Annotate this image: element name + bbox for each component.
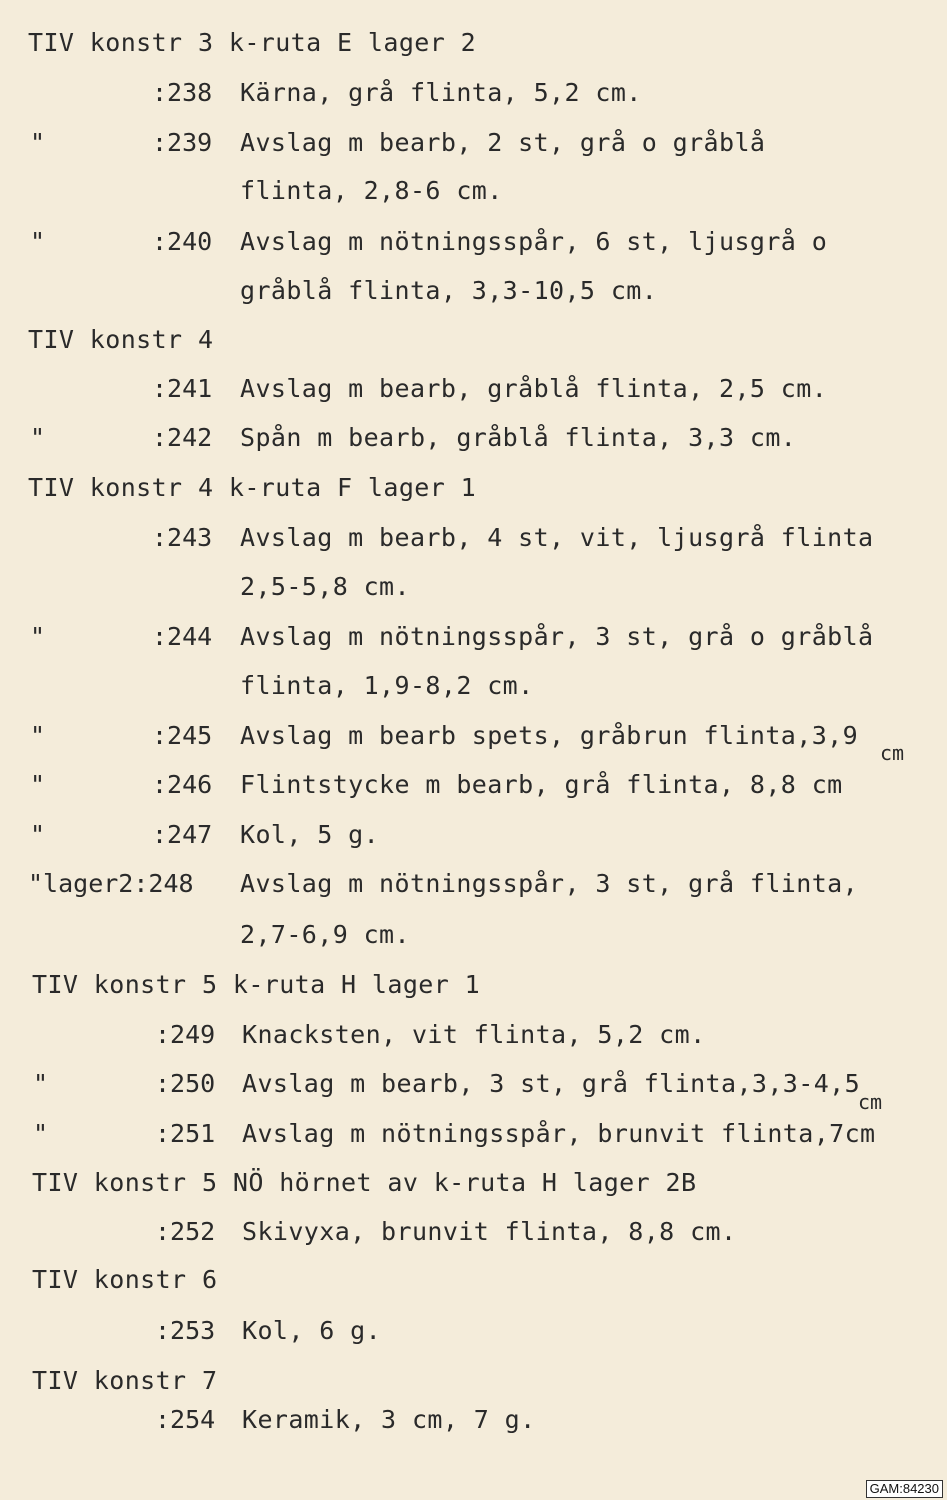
catalog-number: :249 (155, 1020, 216, 1049)
catalog-number: :238 (152, 78, 213, 107)
archive-id-stamp: GAM:84230 (866, 1480, 943, 1498)
ditto-mark: " (30, 622, 46, 651)
catalog-number: "lager2:248 (28, 869, 194, 898)
item-description: Avslag m bearb, 3 st, grå flinta,3,3-4,5 (242, 1069, 861, 1098)
item-description: Avslag m bearb, 4 st, vit, ljusgrå flinta (240, 523, 874, 552)
catalog-number: :250 (155, 1069, 216, 1098)
item-description: Kol, 5 g. (240, 820, 380, 849)
item-description: Avslag m bearb, 2 st, grå o gråblå (240, 128, 766, 157)
item-description: Avslag m nötningsspår, 6 st, ljusgrå o (240, 227, 828, 256)
ditto-mark: " (30, 128, 46, 157)
item-description: Kärna, grå flinta, 5,2 cm. (240, 78, 642, 107)
ditto-mark: " (33, 1069, 49, 1098)
catalog-number: :240 (152, 227, 213, 256)
section-heading: TIV konstr 5 k-ruta H lager 1 (32, 970, 481, 999)
catalog-number: :241 (152, 374, 213, 403)
item-description: Spån m bearb, gråblå flinta, 3,3 cm. (240, 423, 797, 452)
ditto-mark: " (30, 423, 46, 452)
section-heading: TIV konstr 3 k-ruta E lager 2 (28, 28, 477, 57)
item-description: Avslag m nötningsspår, brunvit flinta,7cm (242, 1119, 876, 1148)
item-description: Avslag m nötningsspår, 3 st, grå flinta, (240, 869, 859, 898)
item-description-continued: flinta, 1,9-8,2 cm. (240, 671, 534, 700)
section-heading: TIV konstr 4 (28, 325, 214, 354)
catalog-number: :243 (152, 523, 213, 552)
unit-annotation: cm (880, 741, 905, 765)
ditto-mark: " (30, 770, 46, 799)
item-description: Flintstycke m bearb, grå flinta, 8,8 cm (240, 770, 843, 799)
ditto-mark: " (30, 820, 46, 849)
ditto-mark: " (30, 227, 46, 256)
item-description: Kol, 6 g. (242, 1316, 382, 1345)
item-description: Avslag m bearb spets, gråbrun flinta,3,9 (240, 721, 859, 750)
catalog-number: :253 (155, 1316, 216, 1345)
ditto-mark: " (30, 721, 46, 750)
catalog-number: :251 (155, 1119, 216, 1148)
catalog-number: :239 (152, 128, 213, 157)
section-heading: TIV konstr 4 k-ruta F lager 1 (28, 473, 477, 502)
item-description-continued: flinta, 2,8-6 cm. (240, 176, 503, 205)
catalog-number: :252 (155, 1217, 216, 1246)
catalog-number: :242 (152, 423, 213, 452)
item-description: Knacksten, vit flinta, 5,2 cm. (242, 1020, 706, 1049)
catalog-number: :247 (152, 820, 213, 849)
item-description: Avslag m nötningsspår, 3 st, grå o gråblå (240, 622, 874, 651)
section-heading: TIV konstr 5 NÖ hörnet av k-ruta H lager 2B (32, 1168, 697, 1197)
unit-annotation: cm (858, 1090, 883, 1114)
item-description-continued: gråblå flinta, 3,3-10,5 cm. (240, 276, 658, 305)
catalog-number: :244 (152, 622, 213, 651)
item-description-continued: 2,5-5,8 cm. (240, 572, 410, 601)
item-description: Keramik, 3 cm, 7 g. (242, 1405, 536, 1434)
catalog-number: :245 (152, 721, 213, 750)
catalog-number: :254 (155, 1405, 216, 1434)
ditto-mark: " (33, 1119, 49, 1148)
item-description-continued: 2,7-6,9 cm. (240, 920, 410, 949)
section-heading: TIV konstr 7 (32, 1366, 218, 1395)
section-heading: TIV konstr 6 (32, 1265, 218, 1294)
item-description: Skivyxa, brunvit flinta, 8,8 cm. (242, 1217, 737, 1246)
catalog-number: :246 (152, 770, 213, 799)
item-description: Avslag m bearb, gråblå flinta, 2,5 cm. (240, 374, 828, 403)
